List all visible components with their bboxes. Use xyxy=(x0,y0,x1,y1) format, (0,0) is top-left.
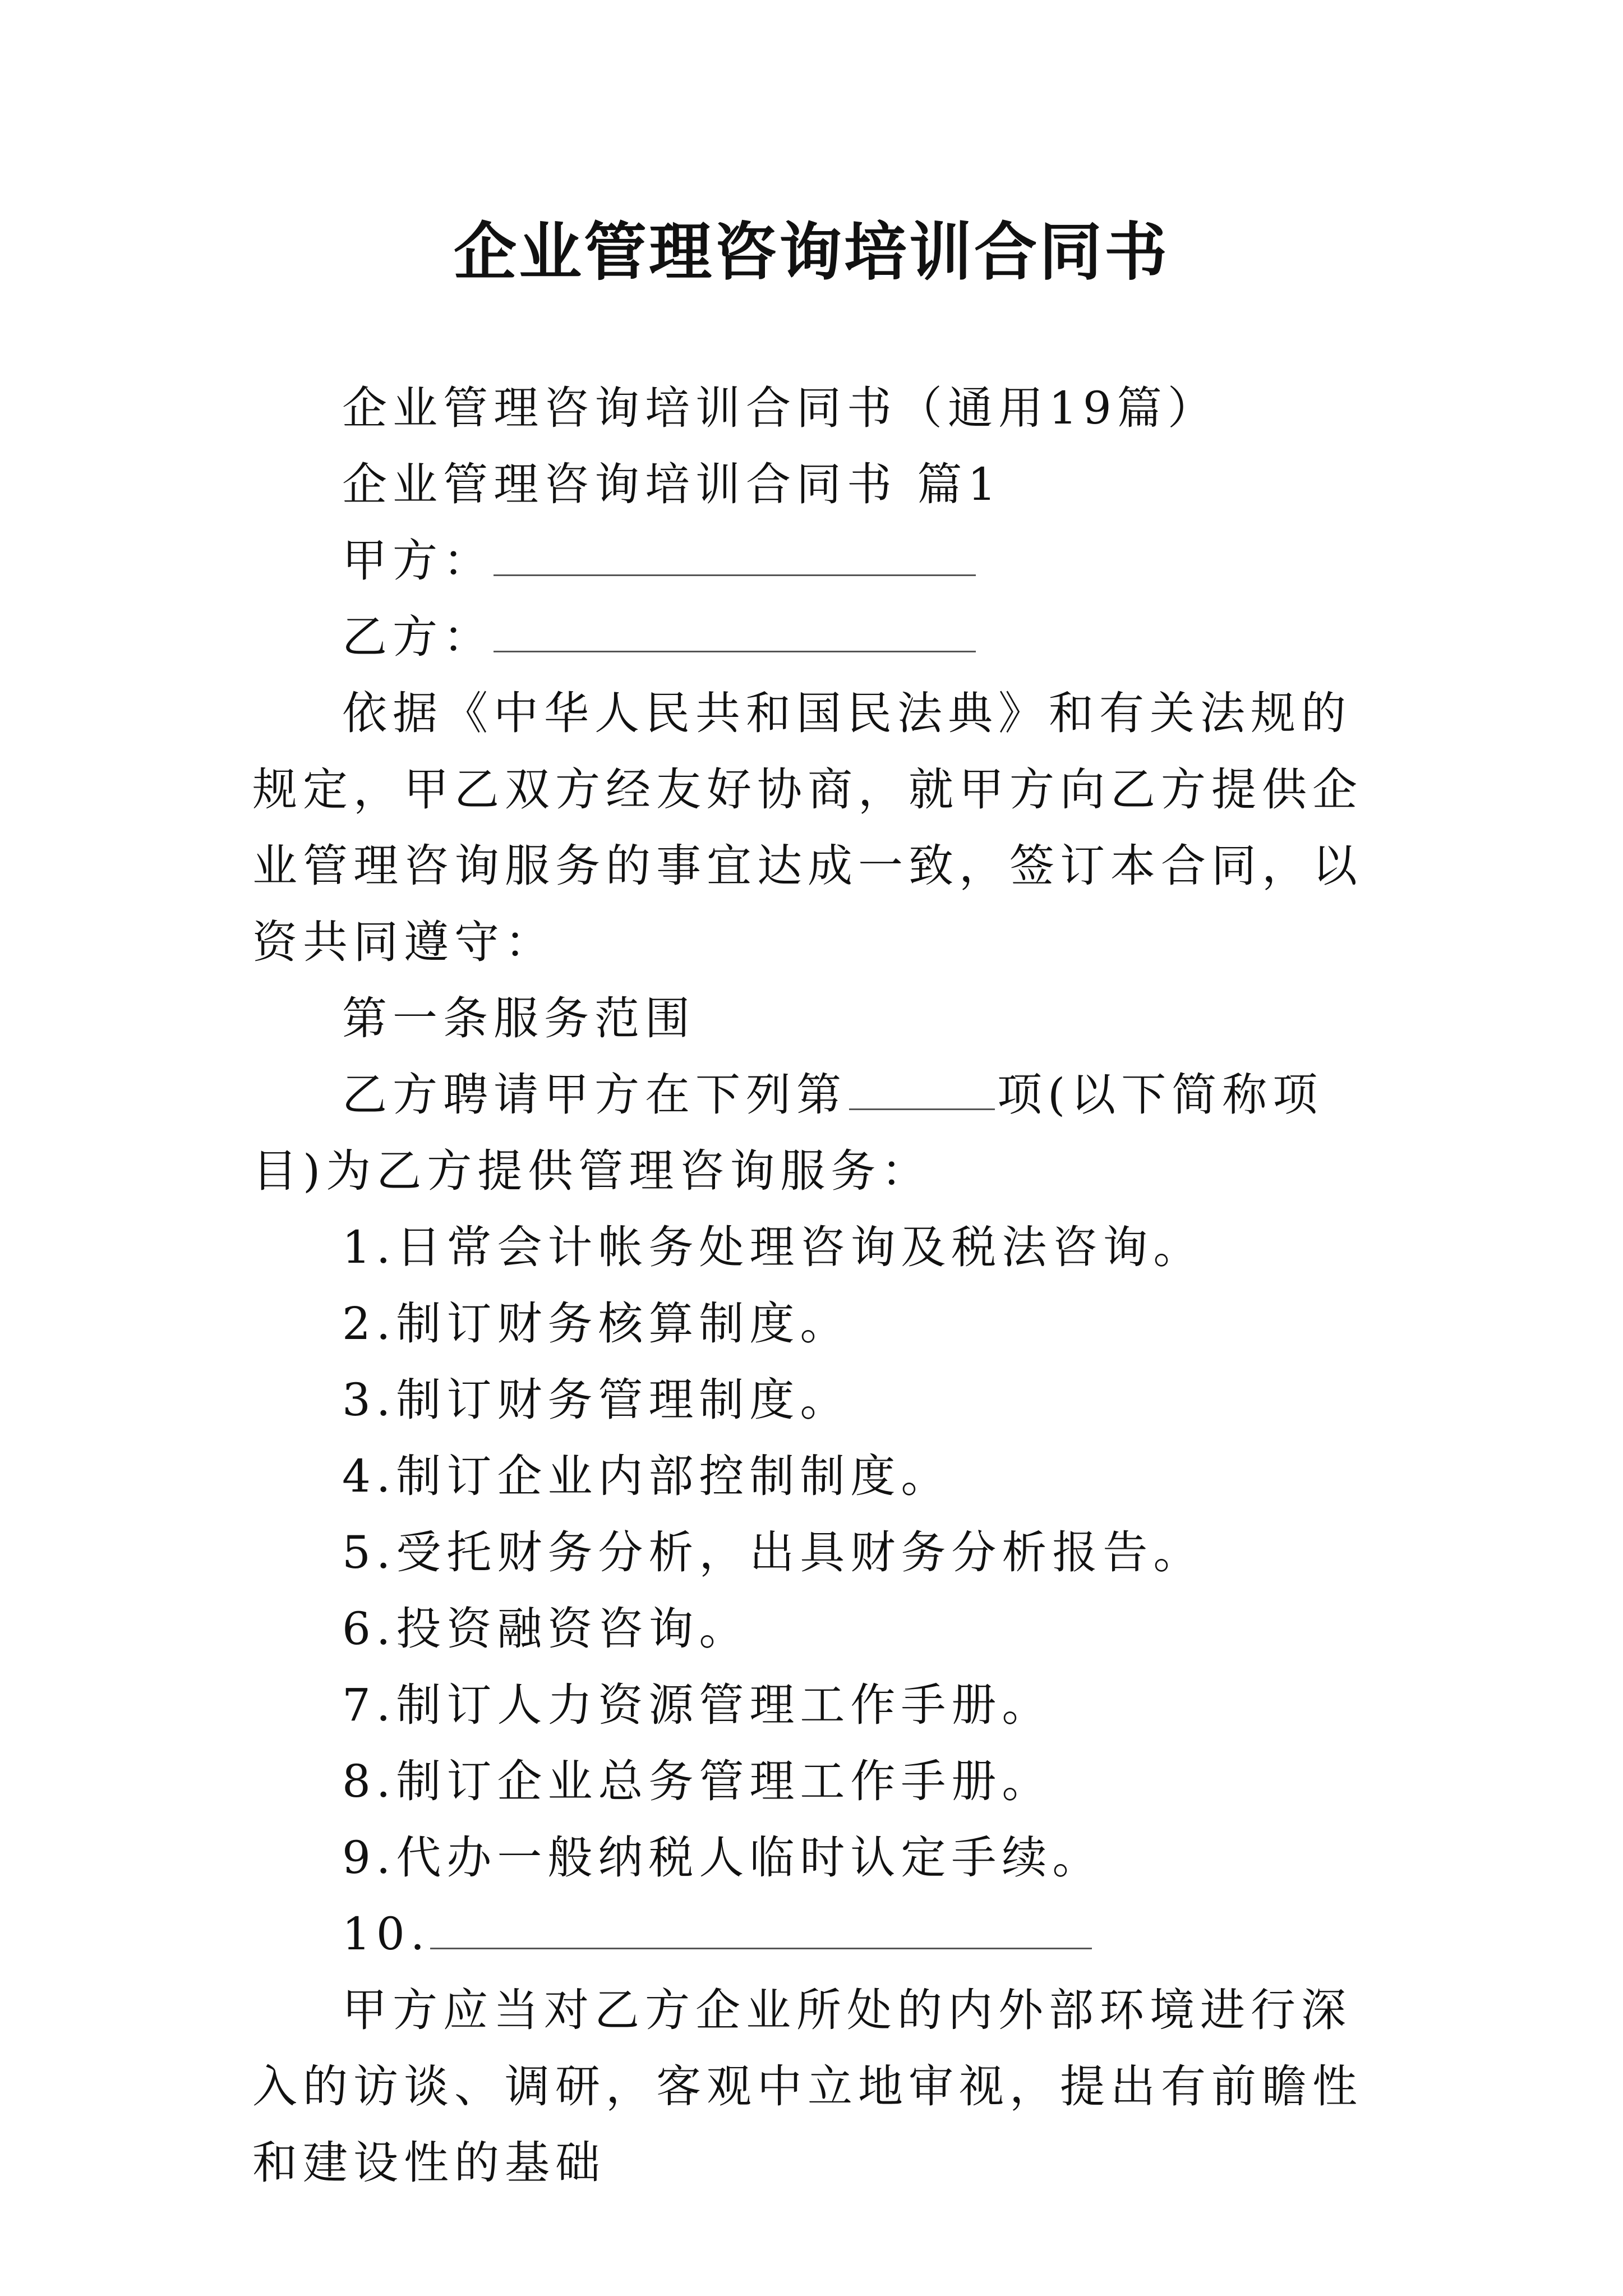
list-item: 3.制订财务管理制度。 xyxy=(342,1374,851,1426)
part-heading: 企业管理咨询培训合同书 篇1 xyxy=(342,458,1002,510)
party-a-label: 甲方： xyxy=(342,535,494,587)
document-body xyxy=(252,370,1385,2201)
list-item: 1.日常会计帐务处理咨询及税法咨询。 xyxy=(342,1221,1204,1273)
list-item-10 xyxy=(252,1896,1385,1972)
page-title: 企业管理咨询培训合同书 xyxy=(454,215,1169,289)
scope-paragraph xyxy=(252,1057,1385,1209)
party-b-blank xyxy=(494,617,976,652)
list-item: 8.制订企业总务管理工作手册。 xyxy=(342,1755,1053,1807)
list-item: 6.投资融资咨询。 xyxy=(342,1603,750,1655)
party-a-line xyxy=(252,523,1385,599)
item-10-blank xyxy=(430,1914,1092,1949)
party-b-label: 乙方： xyxy=(342,611,494,663)
scope-item-blank xyxy=(849,1075,995,1110)
item-10-label: 10. xyxy=(342,1908,431,1960)
article-1-heading: 第一条服务范围 xyxy=(342,992,695,1045)
closing-paragraph: 甲方应当对乙方企业所处的内外部环境进行深入的访谈、调研，客观中立地审视，提出有前瞻性和建设性的基础 xyxy=(252,1984,1363,2189)
scope-text-after: 项(以下简称项目)为乙方提供管理咨询服务： xyxy=(252,1069,1324,1197)
list-item: 7.制订人力资源管理工作手册。 xyxy=(342,1679,1053,1731)
preamble-paragraph: 依据《中华人民共和国民法典》和有关法规的规定，甲乙双方经友好协商，就甲方向乙方提供企业管理咨询服务的事宜达成一致，签订本合同，以资共同遵守： xyxy=(252,687,1363,968)
list-item: 2.制订财务核算制度。 xyxy=(342,1297,851,1350)
scope-text-before: 乙方聘请甲方在下列第 xyxy=(342,1069,847,1121)
list-item: 4.制订企业内部控制制度。 xyxy=(342,1450,952,1502)
list-item: 9.代办一般纳税人临时认定手续。 xyxy=(342,1832,1103,1884)
document-subtitle: 企业管理咨询培训合同书（通用19篇） xyxy=(342,382,1218,434)
list-item: 5.受托财务分析，出具财务分析报告。 xyxy=(342,1526,1204,1579)
party-a-blank xyxy=(494,541,976,576)
party-b-line xyxy=(252,599,1385,675)
